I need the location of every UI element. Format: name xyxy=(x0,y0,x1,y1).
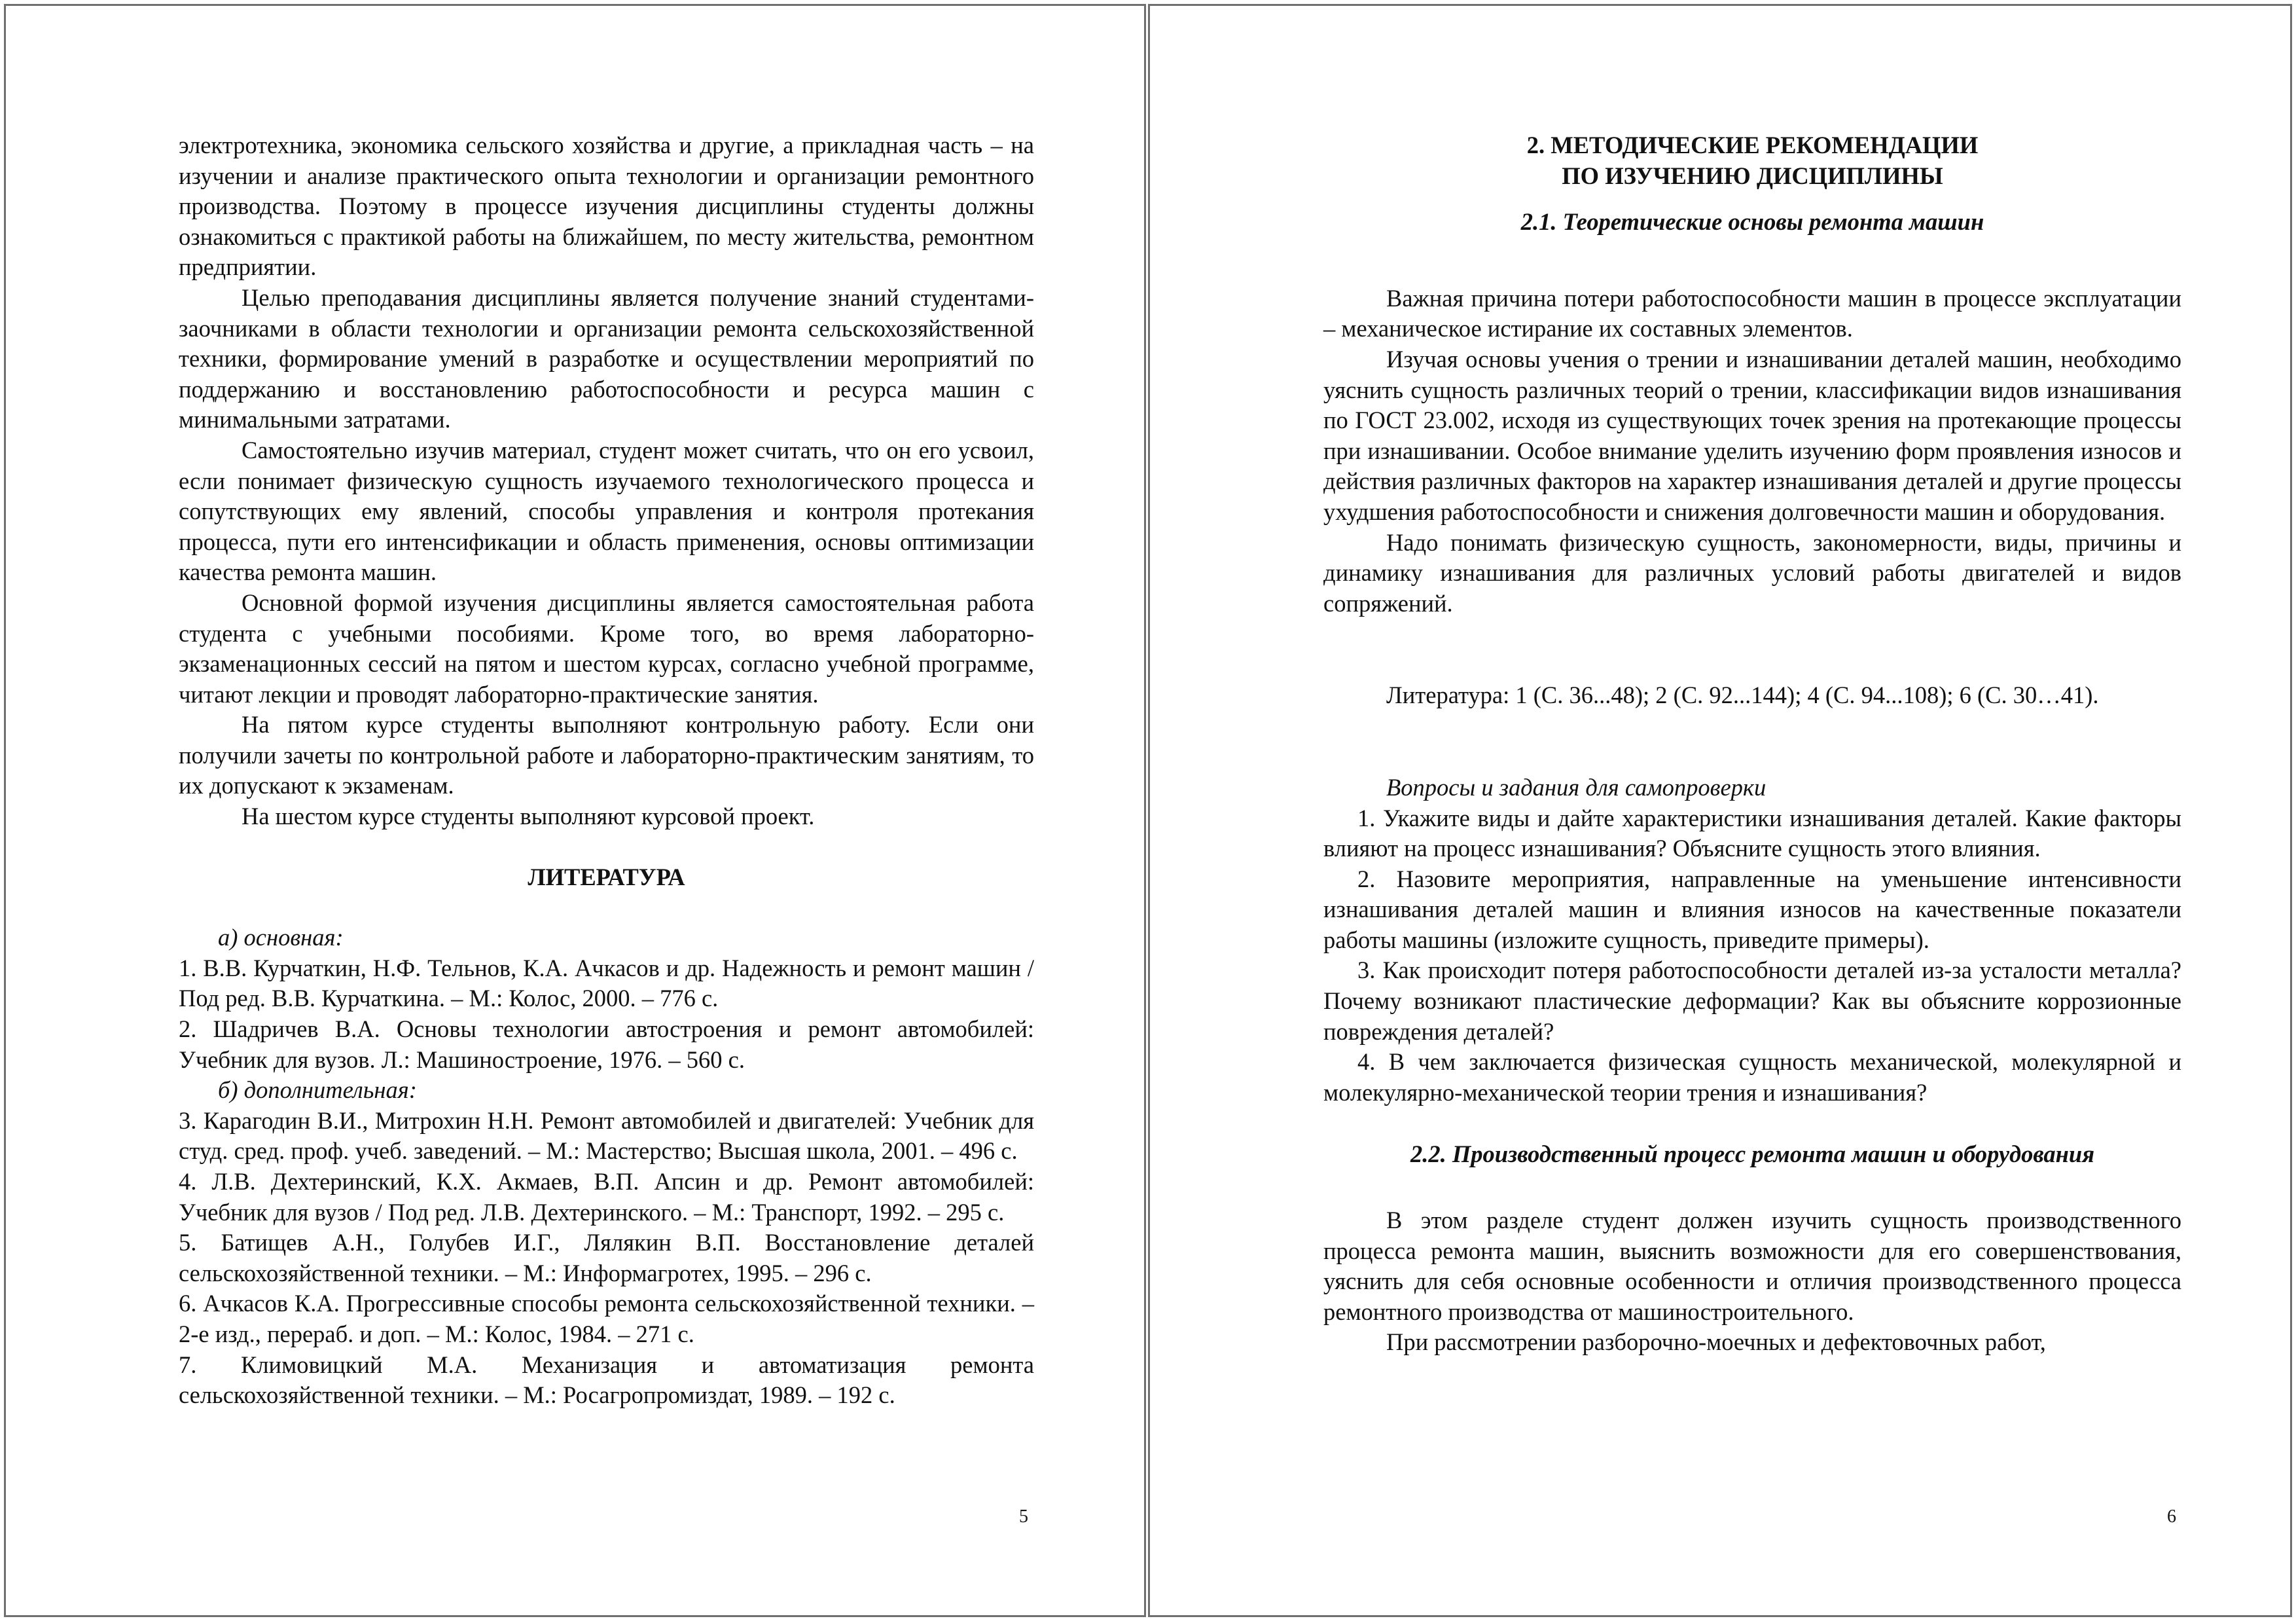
reference-item: 2. Шадричев В.А. Основы технологии автостроения и ремонт автомобилей: Учебник для вузов. Л.: Машиностроение, 1976. – 560 с. xyxy=(179,1015,1034,1073)
right-page-content xyxy=(1323,130,2181,1358)
section-title: 2.1. Теоретические основы ремонта машин xyxy=(1520,208,1984,236)
right-page xyxy=(1148,4,2292,1617)
paragraph: Изучая основы учения о трении и изнашивании деталей машин, необходимо уяснить сущность различных теорий о трении, классификации видов изнашивания по ГОСТ 23.002, исходя из существующих точек зрения на протекающие процессы при изнашивании. Особое внимание уделить изучению форм проявления износов и действия различных факторов на характер изнашивания деталей и другие процессы ухудшения работоспособности и снижения долговечности машин и оборудования. xyxy=(1323,345,2181,525)
reference-item: 3. Карагодин В.И., Митрохин Н.Н. Ремонт автомобилей и двигателей: Учебник для студ. сред. проф. учеб. заведений. – М.: Мастерство; Высшая школа, 2001. – 496 с. xyxy=(179,1106,1034,1165)
paragraph: Важная причина потери работоспособности машин в процессе эксплуатации – механическое истирание их составных элементов. xyxy=(1323,284,2181,342)
question-item: 1. Укажите виды и дайте характеристики изнашивания деталей. Какие факторы влияют на процесс изнашивания? Объясните сущность этого влияния. xyxy=(1323,804,2181,862)
question-item: 2. Назовите мероприятия, направленные на уменьшение интенсивности изнашивания деталей машин и влияния износов на качественные показатели работы машины (изложите сущность, приведите примеры). xyxy=(1323,865,2181,953)
reference-item: 7. Климовицкий М.А. Механизация и автоматизация ремонта сельскохозяйственной техники. – М.: Росагропромиздат, 1989. – 192 с. xyxy=(179,1351,1034,1409)
reference-item: 4. Л.В. Дехтеринский, К.Х. Акмаев, В.П. Апсин и др. Ремонт автомобилей: Учебник для вузов / Под ред. Л.В. Дехтеринского. – М.: Транспорт, 1992. – 295 с. xyxy=(179,1168,1034,1226)
literature-reference-line: Литература: 1 (С. 36...48); 2 (С. 92...144); 4 (С. 94...108); 6 (С. 30…41). xyxy=(1386,682,2099,709)
paragraph: Основной формой изучения дисциплины является самостоятельная работа студента с учебными пособиями. Кроме того, во время лабораторно-экзаменационных сессий на пятом и шестом курсах, согласно учебной программе, читают лекции и проводят лабораторно-практические занятия. xyxy=(179,589,1034,708)
paragraph: электротехника, экономика сельского хозяйства и другие, а прикладная часть – на изучении и анализе практического опыта технологии и организации ремонтного производства. Поэтому в процессе изучения дисциплины студенты должны ознакомиться с практикой работы на ближайшем, по месту жительства, ремонтном предприятии. xyxy=(179,132,1034,281)
additional-literature-label: б) дополнительная: xyxy=(218,1076,417,1104)
paragraph: На пятом курсе студенты выполняют контрольную работу. Если они получили зачеты по контрольной работе и лабораторно-практическим занятиям, то их допускают к экзаменам. xyxy=(179,711,1034,799)
self-check-label: Вопросы и задания для самопроверки xyxy=(1386,773,1767,801)
paragraph: Самостоятельно изучив материал, студент может считать, что он его усвоил, если понимает физическую сущность изучаемого технологического процесса и сопутствующих ему явлений, способы управления и контроля протекания процесса, пути его интенсификации и область применения, основы оптимизации качества ремонта машин. xyxy=(179,436,1034,586)
question-item: 4. В чем заключается физическая сущность механической, молекулярной и молекулярно-механической теории трения и изнашивания? xyxy=(1323,1048,2181,1106)
basic-literature-label: а) основная: xyxy=(218,924,344,951)
reference-item: 1. В.В. Курчаткин, Н.Ф. Тельнов, К.А. Ачкасов и др. Надежность и ремонт машин / Под ред. В.В. Курчаткина. – М.: Колос, 2000. – 776 с. xyxy=(179,954,1034,1012)
section-title: 2.2. Производственный процесс ремонта машин и оборудования xyxy=(1410,1140,2094,1168)
chapter-heading-line1: 2. МЕТОДИЧЕСКИЕ РЕКОМЕНДАЦИИ xyxy=(1526,132,1979,158)
page-number: 5 xyxy=(1019,1506,1028,1527)
paragraph: На шестом курсе студенты выполняют курсовой проект. xyxy=(242,803,815,830)
question-item: 3. Как происходит потеря работоспособности деталей из-за усталости металла? Почему возникают пластические деформации? Как вы объясните коррозионные повреждения деталей? xyxy=(1323,957,2181,1045)
reference-item: 6. Ачкасов К.А. Прогрессивные способы ремонта сельскохозяйственной техники. – 2-е изд., перераб. и доп. – М.: Колос, 1984. – 271 с. xyxy=(179,1290,1034,1347)
page-number: 6 xyxy=(2167,1506,2176,1527)
paragraph: В этом разделе студент должен изучить сущность производственного процесса ремонта машин, выяснить возможности для его совершенствования, уяснить для себя основные особенности и отличия производственного процесса ремонтного производства от машиностроительного. xyxy=(1323,1207,2181,1325)
paragraph: При рассмотрении разборочно-моечных и дефектовочных работ, xyxy=(1386,1328,2046,1356)
literature-heading: ЛИТЕРАТУРА xyxy=(528,863,685,890)
paragraph: Надо понимать физическую сущность, закономерности, виды, причины и динамику изнашивания для различных условий работы двигателей и видов сопряжений. xyxy=(1323,528,2181,617)
reference-item: 5. Батищев А.Н., Голубев И.Г., Лялякин В.П. Восстановление деталей сельскохозяйственной техники. – М.: Информагротех, 1995. – 296 с. xyxy=(179,1229,1034,1286)
left-page-content xyxy=(179,130,1034,1411)
left-page xyxy=(4,4,1146,1617)
paragraph: Целью преподавания дисциплины является получение знаний студентами-заочниками в области технологии и организации ремонта сельскохозяйственной техники, формирование умений в разработке и осуществлении мероприятий по поддержанию и восстановлению работоспособности и ресурса машин с минимальными затратами. xyxy=(179,283,1034,433)
chapter-heading-line2: ПО ИЗУЧЕНИЮ ДИСЦИПЛИНЫ xyxy=(1562,162,1943,189)
